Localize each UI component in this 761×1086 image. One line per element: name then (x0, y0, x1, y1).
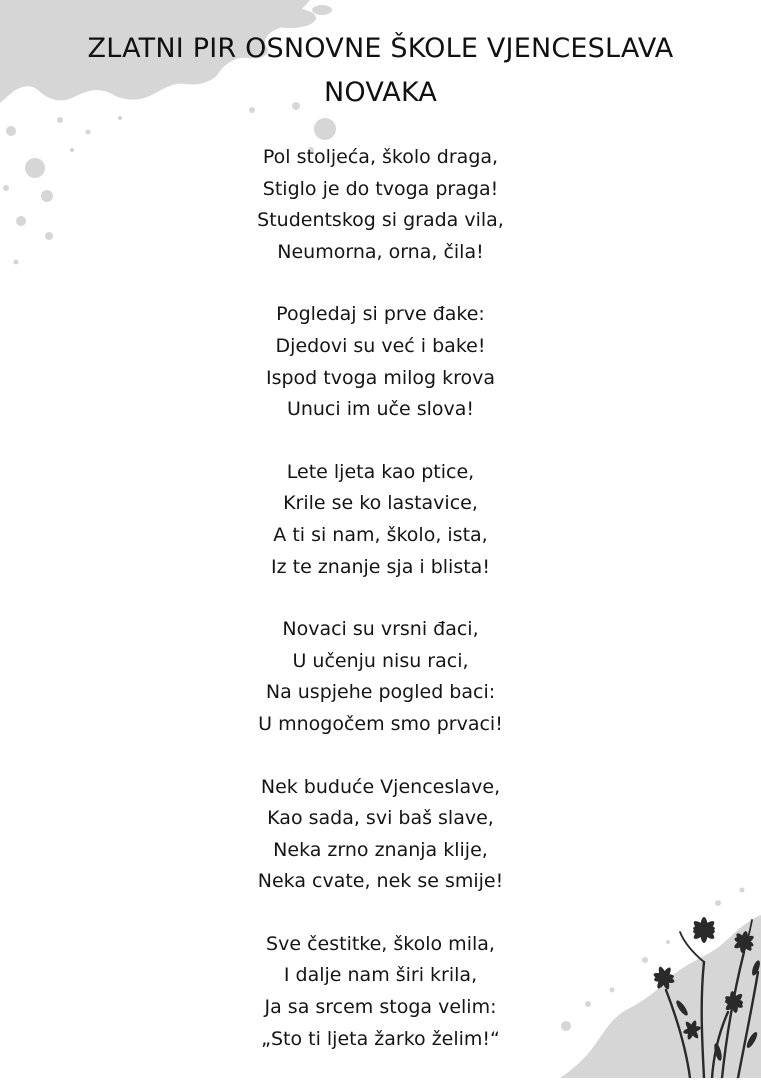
poem-line: Pogledaj si prve đake: (276, 303, 485, 326)
poem-line: A ti si nam, školo, ista, (273, 523, 488, 546)
poem-line: Neumorna, orna, čila! (277, 240, 484, 263)
poem-line: Studentskog si grada vila, (257, 209, 504, 232)
poem-line: Novaci su vrsni đaci, (282, 618, 479, 641)
poem-line: Pol stoljeća, školo draga, (262, 146, 499, 168)
poem-line: Stiglo je do tvoga praga! (262, 177, 499, 200)
poem-line: Djedovi su već i bake! (275, 334, 486, 357)
poem-line: „Sto ti ljeta žarko želim!“ (261, 1027, 500, 1050)
poem-line: Neka zrno znanja klije, (273, 838, 488, 861)
stanza-4 (0, 614, 761, 740)
stanza-6 (0, 929, 761, 1055)
title-line-1: ZLATNI PIR OSNOVNE ŠKOLE VJENCESLAVA (87, 33, 674, 64)
title-line-2: NOVAKA (323, 77, 438, 108)
stanza-1 (0, 142, 761, 268)
poem-line: Na uspjehe pogled baci: (265, 681, 496, 704)
poem-line: Unuci im uče slova! (286, 398, 475, 421)
poem-line: I dalje nam širi krila, (283, 964, 478, 987)
poem-line: Ja sa srcem stoga velim: (264, 996, 497, 1019)
poem-line: Iz te znanje sja i blista! (271, 555, 490, 578)
stanza-3 (0, 457, 761, 583)
poem-line: U učenju nisu raci, (292, 649, 469, 672)
poem-line: Krile se ko lastavice, (283, 492, 478, 515)
poem-line: Sve čestitke, školo mila, (266, 932, 495, 955)
poem-line: U mnogočem smo prvaci! (258, 712, 503, 735)
poem-line: Kao sada, svi baš slave, (267, 807, 494, 830)
stanza-5 (0, 772, 761, 898)
poem-line: Nek buduće Vjenceslave, (260, 775, 501, 798)
page-title (40, 27, 721, 115)
poem-line: Ispod tvoga milog krova (265, 366, 496, 389)
stanza-2 (0, 299, 761, 425)
poem-line: Neka cvate, nek se smije! (257, 870, 504, 893)
poem-body (0, 142, 761, 1086)
poem-line: Lete ljeta kao ptice, (286, 460, 475, 483)
